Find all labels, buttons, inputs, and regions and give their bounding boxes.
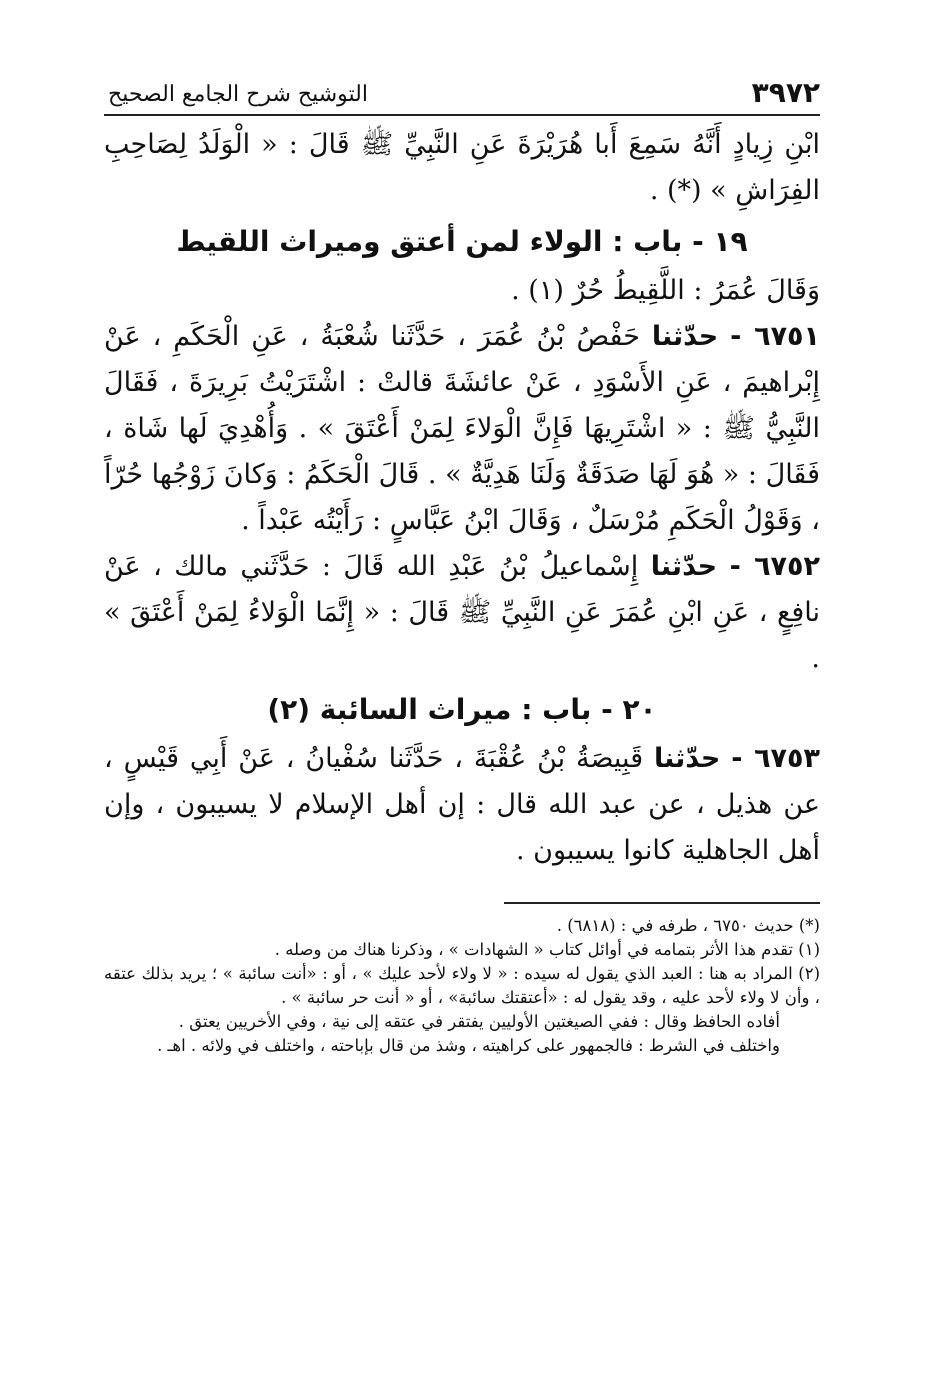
hadith-6751 [104,314,820,544]
footnote-separator [504,902,820,904]
chapter-heading-19: ١٩ - باب : الولاء لمن أعتق وميراث اللقيط [176,225,748,258]
footnote-2-continuation: أفاده الحافظ وقال : ففي الصيغتين الأوليين يفتقر في عتقه إلى نية ، وفي الأخريين يعتق . [178,1012,780,1031]
hadith-6752 [104,544,820,682]
hadith-text: قَبِيصَةُ بْنُ عُقْبَةَ ، حَدَّثَنا سُفْيانُ ، عَنْ أَبِي قَيْسٍ ، عن هذيل ، عن عبد الله قال : إن أهل الإسلام لا يسيبون ، وإن أهل الجاهلية كانوا يسيبون . [104,743,820,866]
hadith-number: ٦٧٥٢ - [729,551,820,582]
hadith-number: ٦٧٥١ - [730,321,821,352]
hadith-lead: حدّثنا [651,321,719,352]
hadith-text: إِسْماعيلُ بْنُ عَبْدِ الله قَالَ : حَدَّثَني مالك ، عَنْ نافِعٍ ، عَنِ ابْنِ عُمَرَ عَنِ النَّبِيِّ ﷺ قَالَ : « إِنَّمَا الْوَلاءُ لِمَنْ أَعْتَقَ » . [104,551,820,674]
footnote-2-continuation: واختلف في الشرط : فالجمهور على كراهيته ، وشذ من قال بإباحته ، واختلف في ولائه . اهـ . [157,1036,780,1055]
footnote-1: (١) تقدم هذا الأثر بتمامه في أوائل كتاب « الشهادات » ، وذكرنا هناك من وصله . [274,940,820,959]
book-page [104,68,820,1318]
paragraph-umar-athar: وَقَالَ عُمَرُ : اللَّقِيطُ حُرٌ (١) . [511,275,820,306]
chapter-heading-20: ٢٠ - باب : ميراث السائبة (٢) [267,693,657,726]
running-header [104,68,820,116]
hadith-text: حَفْصُ بْنُ عُمَرَ ، حَدَّثَنا شُعْبَةُ ، عَنِ الْحَكَمِ ، عَنْ إِبْراهيمَ ، عَنِ الأَسْوَدِ ، عَنْ عائشَةَ قالتْ : اشْتَرَيْتُ بَرِيرَةَ ، فَقَالَ النَّبِيُّ ﷺ : « اشْتَرِيهَا فَإِنَّ الْوَلاءَ لِمَنْ أَعْتَقَ » . وَأُهْدِيَ لَها شَاة ، فَقَالَ : « هُوَ لَهَا صَدَقَةٌ وَلَنَا هَدِيَّةٌ » . قَالَ الْحَكَمُ : وَكانَ زَوْجُها حُرّاً ، وَقَوْلُ الْحَكَمِ مُرْسَلٌ ، وَقَالَ ابْنُ عَبَّاسٍ : رَأَيْتُه عَبْداً . [104,321,820,536]
hadith-6753 [104,736,820,874]
paragraph-hadith-continuation: ابْنِ زِيادٍ أَنَّهُ سَمِعَ أَبا هُرَيْرَةَ عَنِ النَّبِيِّ ﷺ قَالَ : « الْوَلَدُ لِصَاحِبِ الفِرَاشِ » (*) . [104,129,820,206]
footnote-2: (٢) المراد به هنا : العبد الذي يقول له سيده : « لا ولاء لأحد عليك » ، أو : «أنت سائبة » ؛ يريد بذلك عتقه ، وأن لا ولاء لأحد عليه ، وقد يقول له : «أعتقتك سائبة» ، أو « أنت حر سائبة » . [104,964,820,1007]
footnote-star: (*) حديث ٦٧٥٠ ، طرفه في : (٦٨١٨) . [556,916,820,935]
hadith-lead: حدّثنا [650,551,718,582]
hadith-number: ٦٧٥٣ - [731,743,820,774]
book-title: التوشيح شرح الجامع الصحيح [108,82,368,107]
hadith-lead: حدّثنا [653,743,721,774]
main-text [104,122,820,874]
footnotes-section [104,902,820,1058]
page-number: ٣٩٧٢ [751,76,820,109]
